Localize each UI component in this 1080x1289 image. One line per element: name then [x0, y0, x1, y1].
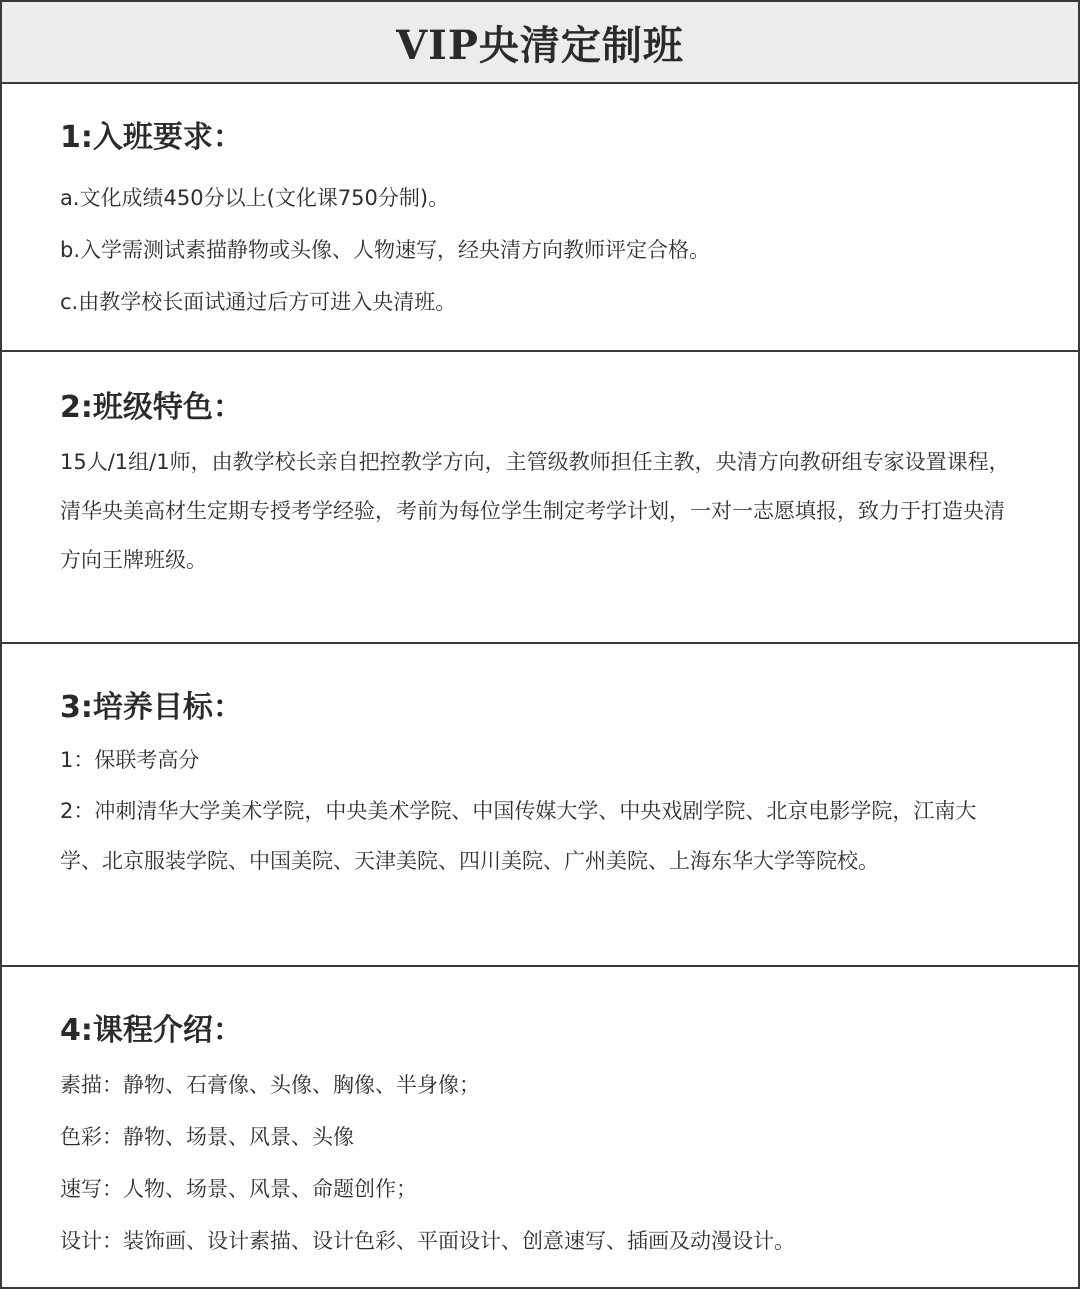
section-heading: 2:班级特色： [60, 390, 243, 425]
section-course-intro [2, 967, 1078, 1287]
features-paragraph: 15人/1组/1师，由教学校长亲自把控教学方向，主管级教师担任主教，央清方向教研组专家设置课程，清华央美高材生定期专授考学经验，考前为每位学生制定考学计划，一对一志愿填报，致力于打造央清方向王牌班级。 [60, 450, 1010, 572]
page-title: VIP央清定制班 [396, 21, 684, 69]
section-class-features [2, 352, 1078, 644]
course-item: 速写：人物、场景、风景、命题创作； [60, 1177, 417, 1201]
requirement-item: b.入学需测试素描静物或头像、人物速写，经央清方向教师评定合格。 [60, 238, 711, 262]
requirement-item: c.由教学校长面试通过后方可进入央清班。 [60, 290, 457, 314]
goal-target-schools: 2：冲刺清华大学美术学院，中央美术学院、中国传媒大学、中央戏剧学院、北京电影学院，江南大学、北京服装学院、中国美院、天津美院、四川美院、广州美院、上海东华大学等院校。 [60, 799, 977, 873]
course-item: 素描：静物、石膏像、头像、胸像、半身像； [60, 1073, 480, 1097]
course-item: 设计：装饰画、设计素描、设计色彩、平面设计、创意速写、插画及动漫设计。 [60, 1229, 795, 1253]
section-heading: 1:入班要求： [60, 120, 243, 155]
goal-item: 1：保联考高分 [60, 748, 200, 772]
requirement-item: a.文化成绩450分以上(文化课750分制)。 [60, 186, 450, 210]
section-admission-requirements [2, 84, 1078, 352]
section-heading: 3:培养目标： [60, 690, 243, 725]
section-heading: 4:课程介绍： [60, 1013, 243, 1048]
section-training-goals [2, 644, 1078, 967]
title-bar [2, 0, 1078, 84]
course-item: 色彩：静物、场景、风景、头像 [60, 1125, 354, 1149]
